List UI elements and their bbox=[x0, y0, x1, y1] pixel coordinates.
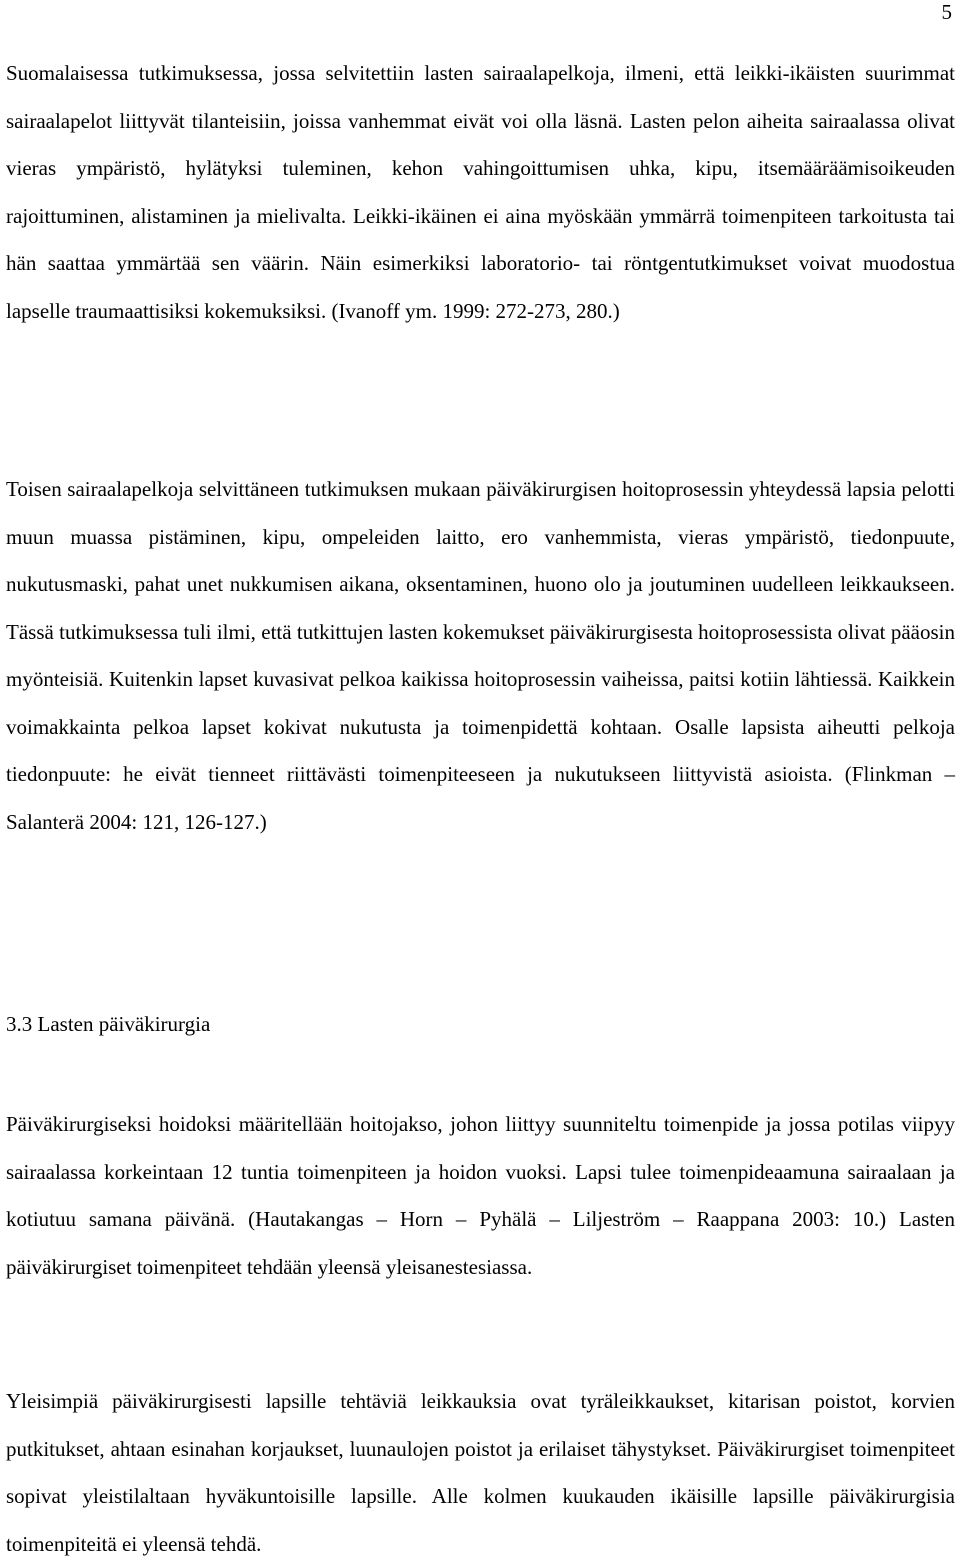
body-paragraph: Yleisimpiä päiväkirurgisesti lapsille tehtäviä leikkauksia ovat tyräleikkaukset, kitarisan poistot, korvien putkitukset, ahtaan esinahan korjaukset, luunaulojen poistot ja erilaiset tähystykset. Päiväkirurgiset toimenpiteet sopivat yleistilaltaan hyväkuntoisille lapsille. Alle kolmen kuukauden ikäisille lapsille päiväkirurgisia toimenpiteitä ei yleensä tehdä. bbox=[6, 1389, 955, 1556]
body-paragraph: Suomalaisessa tutkimuksessa, jossa selvitettiin lasten sairaalapelkoja, ilmeni, että leikki-ikäisten suurimmat sairaalapelot liittyvät tilanteisiin, joissa vanhemmat eivät voi olla läsnä. Lasten pelon aiheita sairaalassa olivat vieras ympäristö, hylätyksi tuleminen, kehon vahingoittumisen uhka, kipu, itsemääräämisoikeuden rajoittuminen, alistaminen ja mielivalta. Leikki-ikäinen ei aina myöskään ymmärrä toimenpiteen tarkoitusta tai hän saattaa ymmärtää sen väärin. Näin esimerkiksi laboratorio- tai röntgentutkimukset voivat muodostua lapselle traumaattisiksi kokemuksiksi. (Ivanoff ym. 1999: 272-273, 280.) bbox=[6, 61, 955, 323]
section-heading: 3.3 Lasten päiväkirurgia bbox=[6, 1012, 211, 1036]
body-paragraph: Päiväkirurgiseksi hoidoksi määritellään hoitojakso, johon liittyy suunniteltu toimenpide ja jossa potilas viipyy sairaalassa korkeintaan 12 tuntia toimenpiteen ja hoidon vuoksi. Lapsi tulee toimenpideaamuna sairaalaan ja kotiutuu samana päivänä. (Hautakangas – Horn – Pyhälä – Liljeström – Raappana 2003: 10.) Lasten päiväkirurgiset toimenpiteet tehdään yleensä yleisanestesiassa. bbox=[6, 1112, 955, 1279]
page-number: 5 bbox=[941, 0, 952, 24]
body-paragraph: Toisen sairaalapelkoja selvittäneen tutkimuksen mukaan päiväkirurgisen hoitoprosessin yhteydessä lapsia pelotti muun muassa pistäminen, kipu, ompeleiden laitto, ero vanhemmista, vieras ympäristö, tiedonpuute, nukutusmaski, pahat unet nukkumisen aikana, oksentaminen, huono olo ja joutuminen uudelleen leikkaukseen. Tässä tutkimuksessa tuli ilmi, että tutkittujen lasten kokemukset päiväkirurgisesta hoitoprosessista olivat pääosin myönteisiä. Kuitenkin lapset kuvasivat pelkoa kaikissa hoitoprosessin vaiheissa, paitsi kotiin lähtiessä. Kaikkein voimakkainta pelkoa lapset kokivat nukutusta ja toimenpidettä kohtaan. Osalle lapsista aiheutti pelkoja tiedonpuute: he eivät tienneet riittävästi toimenpiteeseen ja nukutukseen liittyvistä asioista. (Flinkman – Salanterä 2004: 121, 126-127.) bbox=[6, 477, 955, 834]
